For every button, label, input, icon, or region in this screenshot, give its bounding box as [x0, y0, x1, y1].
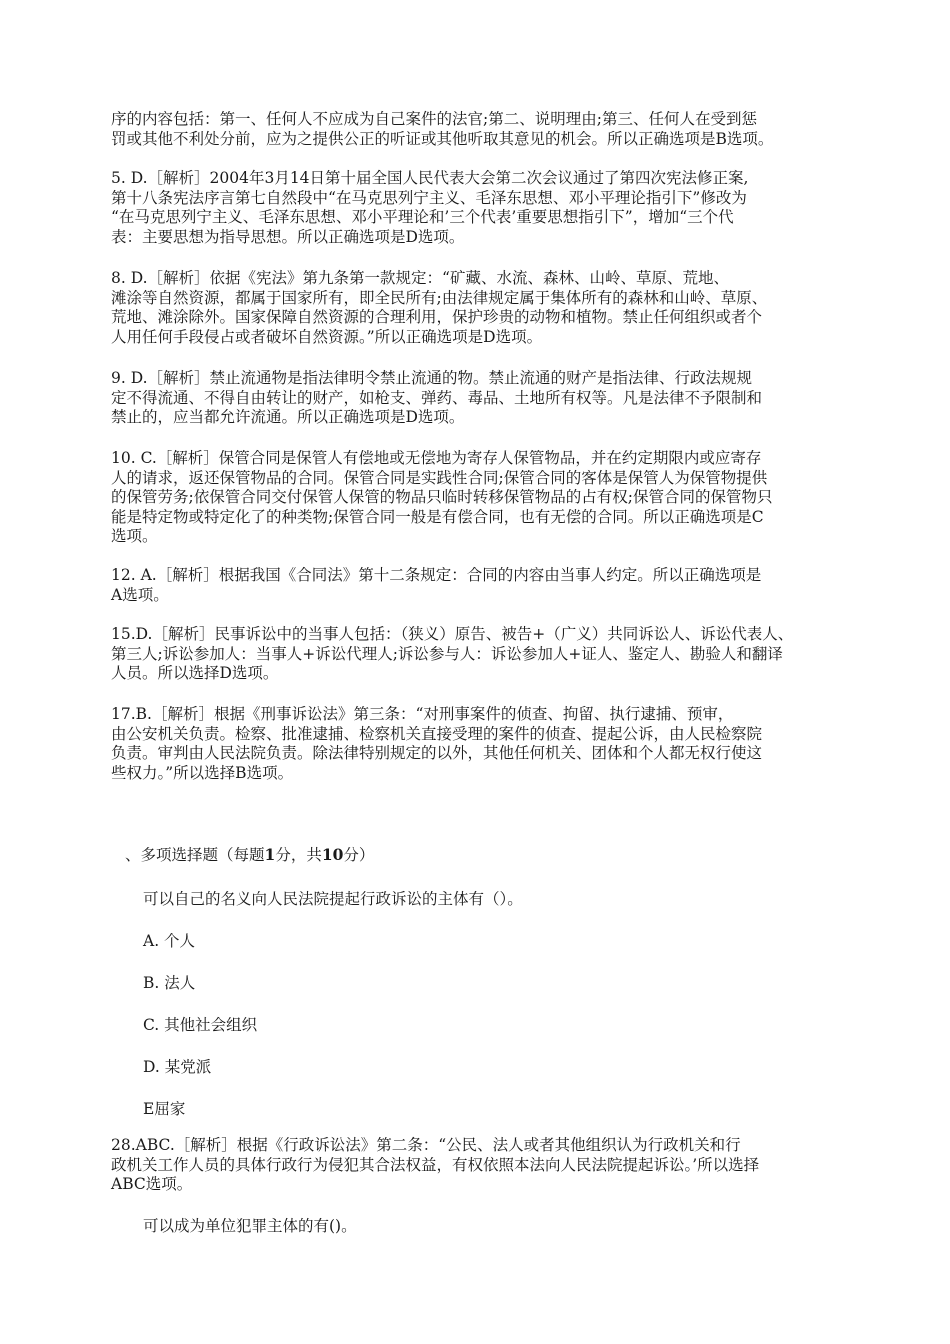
option-a: A. 个人	[143, 932, 196, 950]
explanation-paragraph-28: 28.ABC.［解析］根据《行政诉讼法》第二条：“公民、法人或者其他组织认为行政机关和行 政机关工作人员的具体行政行为侵犯其合法权益，有权依照本法向人民法院提起诉讼。’所以选择 ABC选项。	[111, 1136, 760, 1193]
heading-suffix: 分）	[343, 846, 375, 864]
explanation-paragraph-9: 9. D.［解析］禁止流通物是指法律明令禁止流通的物。禁止流通的财产是指法律、行政法规规 定不得流通、不得自由转让的财产，如枪支、弹药、毒品、土地所有权等。凡是法律不予限制和 禁止的，应当都允许流通。所以正确选项是D选项。	[111, 369, 763, 426]
explanation-paragraph-5: 5. D.［解析］2004年3月14日第十届全国人民代表大会第二次会议通过了第四次宪法修正案, 第十八条宪法序言第七自然段中“在马克思列宁主义、毛泽东思想、邓小平理论指引下”修改为 “在马克思列宁主义、毛泽东思想、邓小平理论和’三个代表’重要思想指引下”，增加“三个代 表：主要思想为指导思想。所以正确选项是D选项。	[111, 169, 749, 246]
heading-total: 10	[321, 845, 344, 864]
heading-points: 1	[264, 845, 276, 864]
section-heading	[125, 845, 374, 865]
explanation-paragraph-8: 8. D.［解析］依据《宪法》第九条第一款规定：“矿藏、水流、森林、山岭、草原、荒地、 滩涂等自然资源，都属于国家所有，即全民所有;由法律规定属于集体所有的森林和山岭、草原、 荒地、滩涂除外。国家保障自然资源的合理利用，保护珍贵的动物和植物。禁止任何组织或者个 人用任何手段侵占或者破坏自然资源。”所以正确选项是D选项。	[111, 269, 768, 346]
option-e: E屈家	[143, 1100, 186, 1118]
option-d: D. 某党派	[143, 1058, 212, 1076]
option-b: B. 法人	[143, 974, 196, 992]
option-c: C. 其他社会组织	[143, 1016, 258, 1034]
explanation-paragraph-12: 12. A.［解析］根据我国《合同法》第十二条规定：合同的内容由当事人约定。所以正确选项是 A选项。	[111, 566, 762, 604]
explanation-paragraph-10: 10. C.［解析］保管合同是保管人有偿地或无偿地为寄存人保管物品，并在约定期限内或应寄存 人的请求，返还保管物品的合同。保管合同是实践性合同;保管合同的客体是保管人为保管物提供 的保管劳务;依保管合同交付保管人保管的物品只临时转移保管物品的占有权;保管合同的保管物只 能是特定物或特定化了的种类物;保管合同一般是有偿合同，也有无偿的合同。所以正确选项是C 选项。	[111, 449, 773, 545]
explanation-paragraph-17: 17.B.［解析］根据《刑事诉讼法》第三条：“对刑事案件的侦查、拘留、执行逮捕、预审， 由公安机关负责。检察、批准逮捕、检察机关直接受理的案件的侦查、提起公诉，由人民检察院 负责。审判由人民法院负责。除法律特别规定的以外，其他任何机关、团体和个人都无权行使这 些权力。”所以选择B选项。	[111, 705, 763, 782]
explanation-paragraph-1: 序的内容包括：第一、任何人不应成为自己案件的法官;第二、说明理由;第三、任何人在受到惩 罚或其他不利处分前，应为之提供公正的听证或其他听取其意见的机会。所以正确选项是B选项。	[111, 110, 774, 148]
heading-prefix: 、多项选择题（每题	[125, 846, 265, 864]
question-stem: 可以自己的名义向人民法院提起行政诉讼的主体有（）。	[143, 890, 523, 908]
heading-mid: 分，共	[275, 846, 322, 864]
explanation-paragraph-15: 15.D.［解析］民事诉讼中的当事人包括：（狭义）原告、被告+（广义）共同诉讼人、诉讼代表人、 第三人;诉讼参加人：当事人+诉讼代理人;诉讼参与人：诉讼参加人+证人、鉴定人、勘验人和翻译 人员。所以选择D选项。	[111, 625, 794, 682]
question-stem-2: 可以成为单位犯罪主体的有()。	[143, 1217, 357, 1235]
